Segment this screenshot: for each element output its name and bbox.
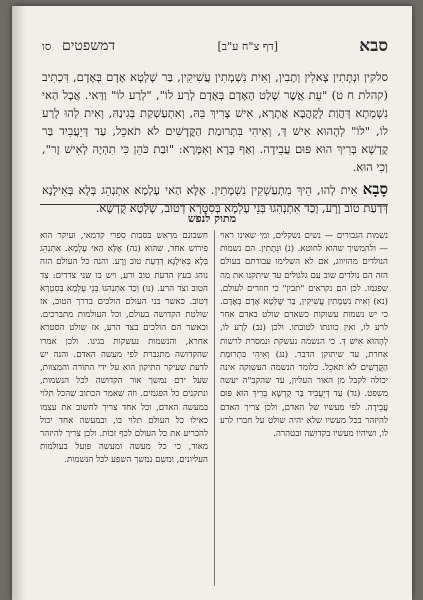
commentary-columns <box>40 230 388 586</box>
running-header <box>42 36 388 60</box>
commentary-title: מתוק לנפש <box>187 212 237 225</box>
commentary-column-right: נשמות הגבורים — נשים נשקלים, ומי שאינו ראוי — ולהמשיך שהוא לחוטא. (נ) וּנְתָתִין. הם נשמות הנולדים מהזיווג, אם לא השלימו עבודתם בעולם הזה הם נולדים שוב עם גלגולים עד שיתקנו את מה שפגמו. לכן הם נקראים "תבין" כי חוזרים לעולם. (נא) וְאִית נִשְׁמָתִין עֲשִׁיקִין, בַּר שָׁלְטָא אָדָם בְּאָדָם. כי יש נשמות עשוקות כשאדם שולט באדם אחר לרע לו, ואין כוונתו לטובתו. ולכן (נב) לְרַע לוֹ, לְהָהוּא אִישׁ דְּ. כי הנשמה נעשקת ונמסרת לרשות אחרת, עד שיתוקן הדבר. (נג) וְאִיהִי בִּתְרוּמַת הַקֳּדָשִׁים לֹא תֹאכֵל. כלומר הנשמה העשוקה אינה יכולה לקבל מן האור העליון, עד שהקב"ה יעשה משפט. (נד) עַד דְּיֵעֲבִיד בַּר קֻדְשָׁא בְּרִיךְ הוּא פּוּם עֲבֵידָה. לפי מעשיו של האדם, ולכן צריך האדם להיזהר בכל מעשיו שלא יהיה שולט על חברו לרע לו, ושיהיו מעשיו בקדושה ובטהרה. <box>220 231 388 440</box>
page-spine-shadow <box>12 6 26 600</box>
header-title-right: סבא <box>359 36 388 56</box>
section-divider <box>40 204 388 205</box>
main-text-block <box>42 68 388 221</box>
column-rule <box>214 230 215 586</box>
commentary-column-left: חשבונם מראש בסבות ספרי קדמאי, ועיקר הוא פירוש אחד, שהוא (נה) אֶלָּא הַאי עָלְמָא. אִתְנְהֵג בְּלָא בְּאִילָנָא דְּדַעַת טוֹב וָרָע. והנה כל העולם הזה נוהג בעץ הדעת טוב ורע, ויש בו שני צדדים: צד הטוב וצד הרע. (נו) וְכַד אִתְנְהִגוּ בְּנֵי עָלְמָא בְּסִטְרָא דְטוֹב. כאשר בני העולם הולכים בדרך הטוב, אז שולטת הקדושה בעולם, וכל העולמות מתברכים. וכאשר הם הולכים בצד הרע, אז שולט הסטרא אחרא, והנשמות נעשקות בגינו. ולכן אמרו שהקדושה מתגברת לפי מעשה האדם. והנה יש לדעת שעיקר התיקון הוא על ידי התורה והמצוות, שעל ידם נמשך אור הקדושה לכל הנשמות, ונתקנים כל הפגמים. וזה שאמר הכתוב שהכל תלוי במעשה האדם, וכל אחד צריך לחשוב את עצמו כאילו כל העולם תלוי בו, ובמעשה אחד יכול להכריע את כל העולם לכף זכות. ולכן צריך להיזהר מאוד, כי כל מעשה ומעשה פועל בעולמות העליונים, ומשם נמשך השפע לכל הנשמות. <box>40 231 208 466</box>
main-paragraph-1: סלקין וּנְתָתִין צָאלִין וְתָבִין, וְאִית נִשְׁמָתִין עֲשִׁיקִין, בַּר שָׁלְטָא אָדָם בְּאָדָם, דִּכְתִיב (קהלת ח ט) "עֵת אֲשֶׁר שָׁלַט הָאָדָם בְּאָדָם לְרַע לוֹ", "לְרַע לוֹ" וַדַּאי. אֲבָל הַאי נִשְׁמְתָא דְּהֲוַת לְקָהֲבָא אֲתָרָא, אִישׁ צָרִיךְ בֵּהּ, וְאִתְעַשְׁקַת בְּגִינַהּ, וְאִית לְהוּ לְרַע לוֹ, "לוֹ" לְהָהוּא אִישׁ דְּ, וְאִיהִי בִּתְרוּמַת הַקֳּדָשִׁים לֹא תֹאכֵל, עַד דְּיֵעֲבִיד בַּר קֻדְשָׁא בְּרִיךְ הוּא פּוּם עֲבֵידָה. וְאַף בָּרָא וְאִמָּרָא: "וּבַת כֹּהֵן כִּי תִהְיֶה לְאִישׁ זָר", וְכִי הוּא. <box>42 70 388 174</box>
main-paragraph-2-text: אִית לְהוּ, הֵיךְ מִתְעַשְׁקִין נִשְׁמָתִין. אֶלָּא הַאי עָלְמָא אִתְנְהֵג בְּלָא בְּאִילָנָא דְּדַעַת טוֹב וָרָע, וְכַד אִתְנְהִגוּ בְּנֵי עָלְמָא בְּסִטְרָא דְטוֹב, שָׁלְטָא קֻדְשָׁא. <box>42 183 388 215</box>
paragraph-lead-word: סָבָא <box>362 180 389 198</box>
header-title-left: דמשפטים <box>62 38 116 54</box>
book-page <box>12 6 412 600</box>
page-number: סו <box>42 40 52 53</box>
header-folio: [דף צ"ח ע"ב] <box>217 40 278 53</box>
